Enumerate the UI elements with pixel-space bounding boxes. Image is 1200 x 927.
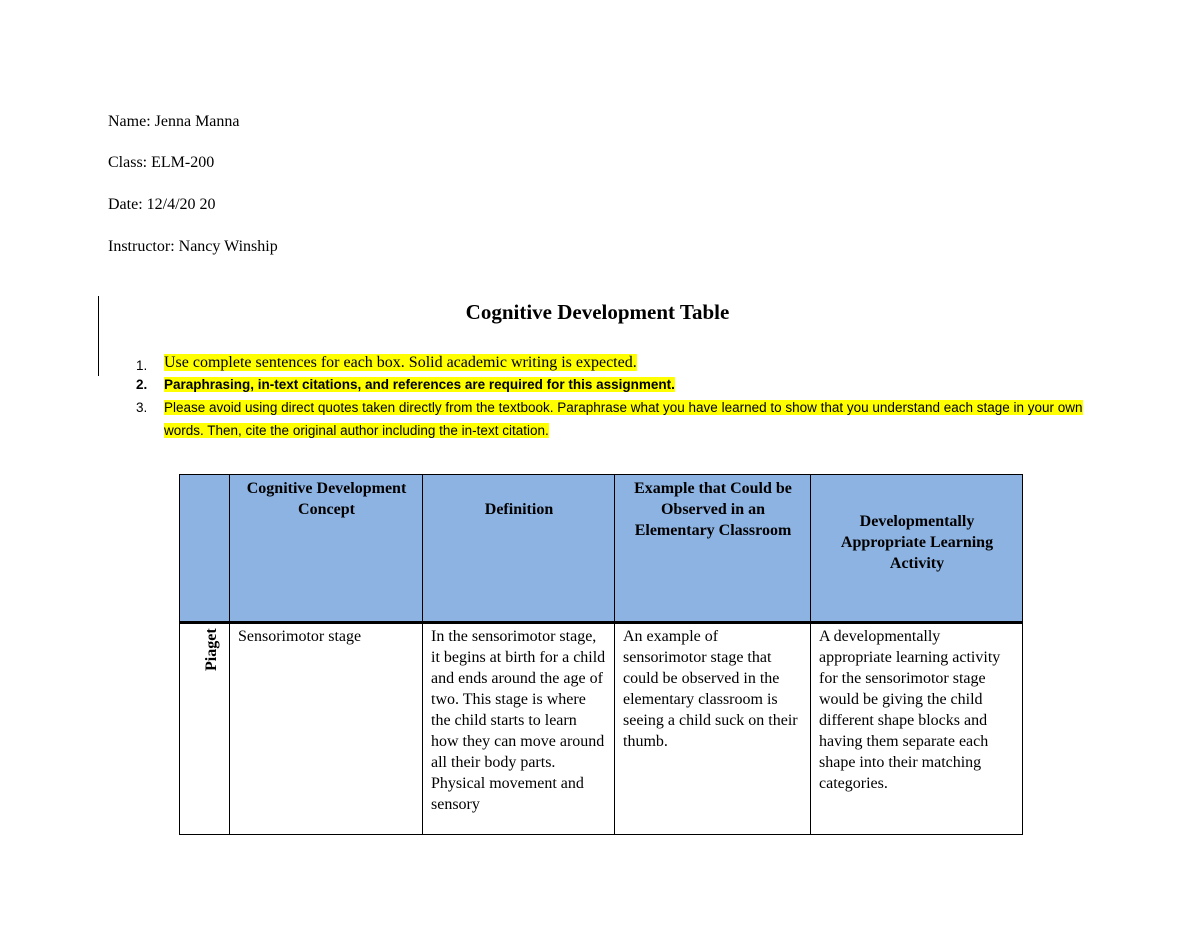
instruction-number: 2. bbox=[136, 377, 148, 392]
definition-cell: In the sensorimotor stage, it begins at birth for a child and ends around the age of two. This stage is where the child starts to learn how they can move around all their body parts. Physical movement and sensory bbox=[423, 623, 615, 835]
instruction-text: Use complete sentences for each box. Solid academic writing is expected. bbox=[164, 354, 637, 371]
date-line: Date: 12/4/20 20 bbox=[108, 196, 216, 213]
instruction-text: Please avoid using direct quotes taken directly from the textbook. Paraphrase what you have learned to show that you understand each stage in your own words. Then, cite the original author including the in-text citation. bbox=[164, 400, 1083, 438]
cognitive-development-table bbox=[179, 474, 1023, 835]
header-cell-activity: Developmentally Appropriate Learning Activity bbox=[811, 475, 1023, 623]
header-cell-concept: Cognitive Development Concept bbox=[230, 475, 423, 623]
instruction-item bbox=[120, 374, 1100, 396]
student-name: Name: Jenna Manna bbox=[108, 113, 240, 130]
instruction-text: Paraphrasing, in-text citations, and references are required for this assignment. bbox=[164, 377, 675, 392]
activity-cell: A developmentally appropriate learning activity for the sensorimotor stage would be giving the child different shape blocks and having them separate each shape into their matching categories. bbox=[811, 623, 1023, 835]
theorist-label: Piaget bbox=[203, 628, 220, 671]
instruction-number: 3. bbox=[136, 400, 148, 415]
example-cell: An example of sensorimotor stage that could be observed in the elementary classroom is seeing a child suck on their thumb. bbox=[615, 623, 811, 835]
header-cell-example: Example that Could be Observed in an Elementary Classroom bbox=[615, 475, 811, 623]
header-cell-definition: Definition bbox=[423, 475, 615, 623]
instruction-item bbox=[120, 352, 1100, 374]
concept-cell: Sensorimotor stage bbox=[230, 623, 423, 835]
class-line: Class: ELM-200 bbox=[108, 154, 215, 171]
instruction-number: 1. bbox=[136, 358, 148, 373]
table-header-row bbox=[180, 475, 1023, 623]
instruction-item bbox=[120, 396, 1100, 442]
table-row bbox=[180, 623, 1023, 835]
document-title: Cognitive Development Table bbox=[465, 300, 730, 324]
instructor-line: Instructor: Nancy Winship bbox=[108, 238, 278, 255]
theorist-cell bbox=[180, 623, 230, 835]
header-cell-blank bbox=[180, 475, 230, 623]
instructions-list bbox=[120, 352, 1100, 442]
